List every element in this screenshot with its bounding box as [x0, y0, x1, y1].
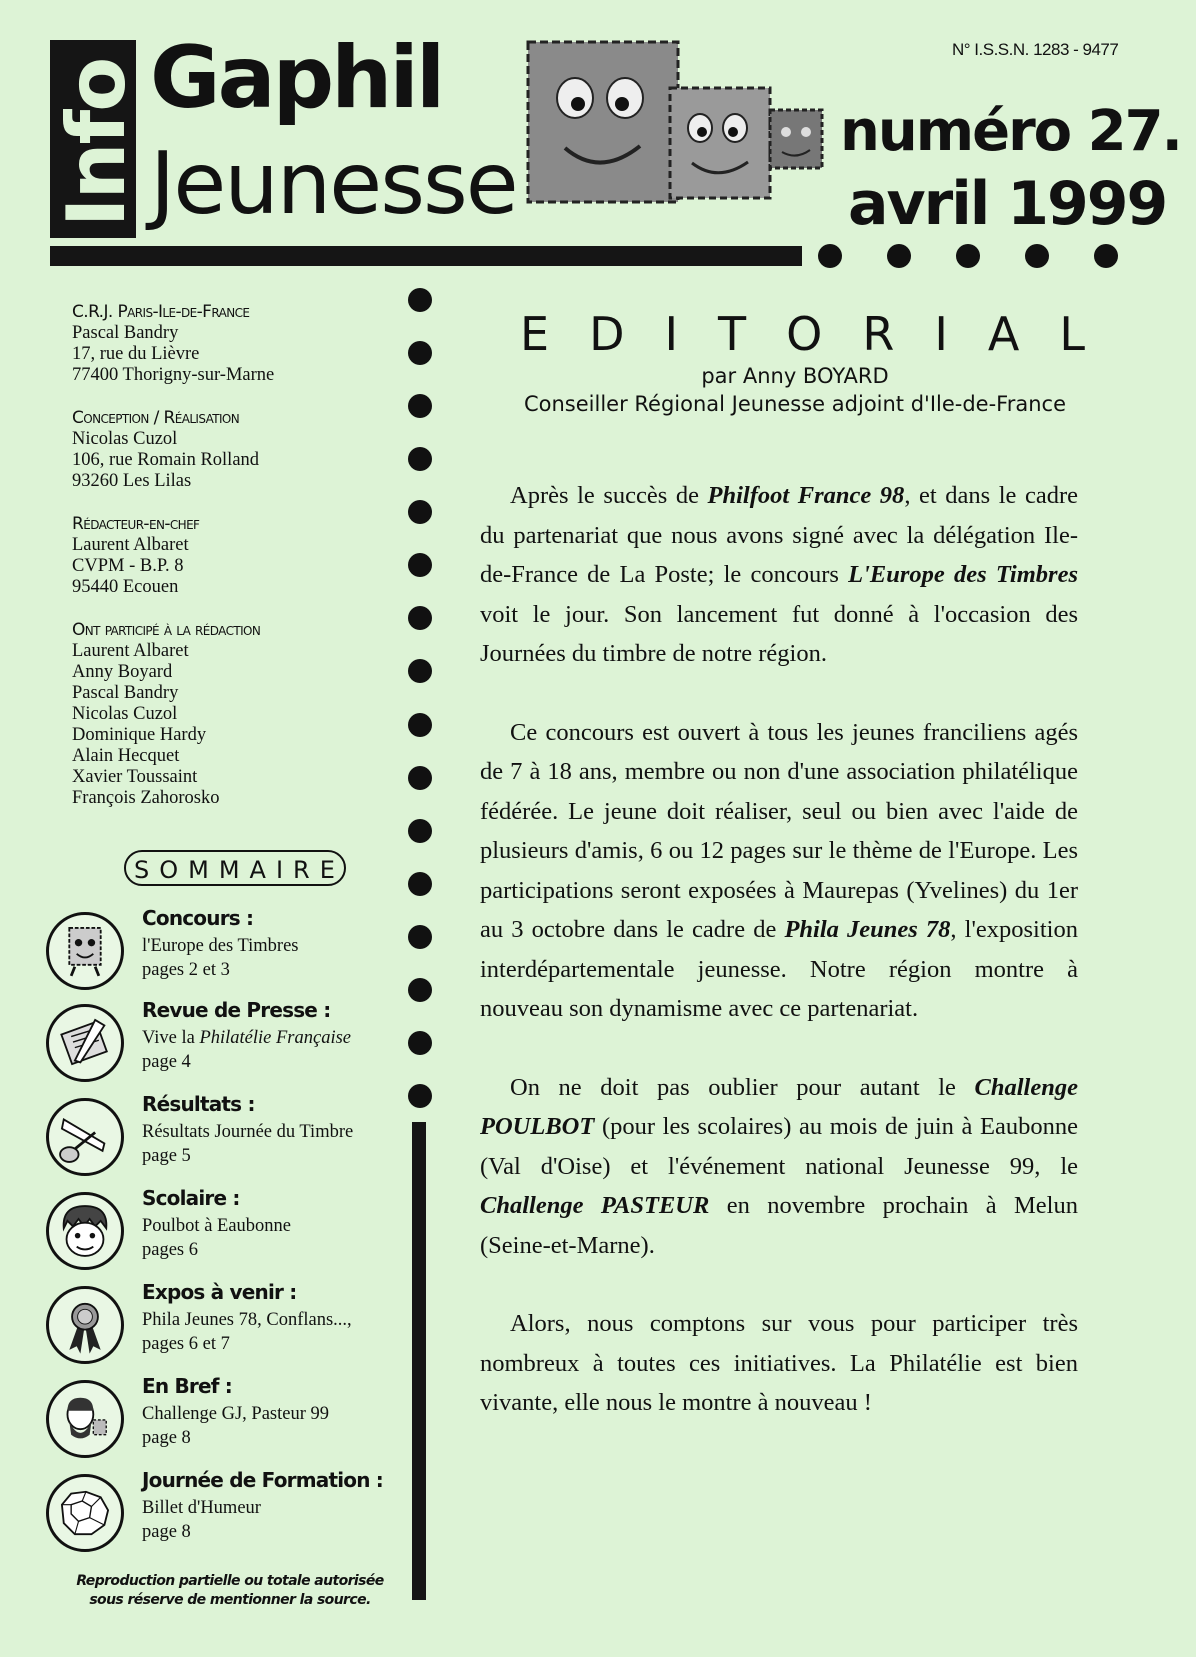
decorative-dot [408, 606, 432, 630]
credit-line: Laurent Albaret [72, 535, 189, 555]
toc-pages: pages 6 [142, 1240, 198, 1260]
toc-item-concours [46, 908, 406, 994]
credit-heading: Ont participé à la rédaction [72, 620, 261, 640]
toc-title: Journée de Formation : [142, 1468, 384, 1492]
toc-pages: page 8 [142, 1428, 191, 1448]
decorative-dot [408, 819, 432, 843]
toc-title: Expos à venir : [142, 1280, 297, 1304]
emphasis: Phila Jeunes 78 [784, 916, 951, 943]
credit-line: 17, rue du Lièvre [72, 344, 200, 364]
toc-description: Résultats Journée du Timbre [142, 1122, 354, 1142]
credit-conception [72, 408, 412, 492]
issn-number: N° I.S.S.N. 1283 - 9477 [952, 40, 1119, 59]
credit-heading: Conception / Réalisation [72, 408, 240, 428]
emphasis: Challenge PASTEUR [480, 1192, 710, 1219]
column-divider-dots [408, 288, 432, 1108]
stamp-character-icon [46, 912, 124, 990]
editorial-paragraph: Alors, nous comptons sur vous pour participer très nombreux à toutes ces initiatives. La Philatélie est bien vivante, elle nous le montre à nouveau ! [480, 1310, 1078, 1416]
contributor-name: Pascal Bandry [72, 683, 179, 703]
decorative-dot [1025, 244, 1049, 268]
decorative-dot [408, 872, 432, 896]
toc-item-expos [46, 1282, 406, 1368]
credit-line: 93260 Les Lilas [72, 471, 192, 491]
toc-pages: page 8 [142, 1522, 191, 1542]
toc-pages: pages 6 et 7 [142, 1334, 230, 1354]
sommaire-heading: SOMMAIRE [124, 850, 346, 886]
toc-title: En Bref : [142, 1374, 232, 1398]
info-badge [50, 40, 143, 238]
emphasis: Challenge POULBOT [480, 1073, 1078, 1140]
editorial-paragraph: On ne doit pas oublier pour autant le Challenge POULBOT (pour les scolaires) au mois de juin à Eaubonne (Val d'Oise) et l'événement national Jeunesse 99, le Challenge PASTEUR en novembre prochain à Melun (Seine-et-Marne). [480, 1073, 1078, 1259]
decorative-dot [408, 447, 432, 471]
toc-title: Résultats : [142, 1092, 255, 1116]
stamp-mascots-illustration [520, 28, 830, 228]
toc-item-journee-de-formation [46, 1470, 406, 1556]
header-rule [50, 246, 802, 266]
contributor-name: Xavier Toussaint [72, 767, 198, 787]
credit-crj [72, 302, 412, 386]
credit-heading: C.R.J. Paris-Ile-de-France [72, 302, 250, 322]
medium-stamp-mascot-icon [670, 88, 770, 198]
decorative-dot [956, 244, 980, 268]
decorative-dot [408, 978, 432, 1002]
credit-line: Nicolas Cuzol [72, 429, 178, 449]
toc-description: Phila Jeunes 78, Conflans..., [142, 1310, 352, 1330]
info-badge-text: Info [50, 58, 143, 228]
reproduction-notice [60, 1572, 400, 1610]
child-face-icon [46, 1192, 124, 1270]
credits-column [72, 302, 412, 831]
decorative-dot [408, 1031, 432, 1055]
logo-title-gaphil: Gaphil [150, 28, 443, 128]
toc-pages: pages 2 et 3 [142, 960, 230, 980]
credit-line: 106, rue Romain Rolland [72, 450, 260, 470]
toc-description: Vive la Philatélie Française [142, 1028, 352, 1048]
toc-title: Concours : [142, 906, 254, 930]
decorative-dot [408, 341, 432, 365]
editorial-title: EDITORIAL [520, 307, 1125, 361]
issue-number: numéro 27. [840, 99, 1181, 164]
decorative-dot [408, 925, 432, 949]
reproduction-notice-line: sous réserve de mentionner la source. [89, 1592, 371, 1608]
credit-heading: Rédacteur-en-chef [72, 514, 200, 534]
emphasis: Philfoot France 98 [707, 482, 905, 509]
decorative-dot [887, 244, 911, 268]
editorial-author-role: Conseiller Régional Jeunesse adjoint d'Ile-de-France [523, 392, 1067, 416]
decorative-dot [408, 553, 432, 577]
decorative-dot [408, 766, 432, 790]
issue-date: avril 1999 [848, 169, 1167, 239]
reproduction-notice-line: Reproduction partielle ou totale autorisée [76, 1573, 384, 1589]
toc-item-en-bref [46, 1376, 406, 1462]
editorial-paragraph: Après le succès de Philfoot France 98, et dans le cadre du partenariat que nous avons signé avec la délégation Ile-de-France de La Poste; le concours L'Europe des Timbres voit le jour. Son lancement fut donné à l'occasion des Journées du timbre de notre région. [480, 482, 1078, 667]
decorative-dot [408, 713, 432, 737]
toc-pages: page 4 [142, 1052, 191, 1072]
credit-line: 95440 Ecouen [72, 577, 179, 597]
region-map-icon [46, 1474, 124, 1552]
contributor-name: François Zahorosko [72, 788, 220, 808]
decorative-dot [408, 394, 432, 418]
toc-description: l'Europe des Timbres [142, 936, 299, 956]
credit-line: Pascal Bandry [72, 323, 179, 343]
pasteur-portrait-icon [46, 1380, 124, 1458]
toc-description: Challenge GJ, Pasteur 99 [142, 1404, 330, 1424]
newspaper-icon [46, 1004, 124, 1082]
toc-item-resultats [46, 1094, 406, 1180]
decorative-dot [818, 244, 842, 268]
header-dots [818, 244, 1118, 270]
logo-title-jeunesse: Jeunesse [150, 134, 517, 234]
credit-redacteur [72, 514, 412, 598]
contributor-name: Nicolas Cuzol [72, 704, 178, 724]
credit-contributors [72, 620, 412, 809]
decorative-dot [408, 288, 432, 312]
credit-line: CVPM - B.P. 8 [72, 556, 184, 576]
toc-item-scolaire [46, 1188, 406, 1274]
editorial-author: par Anny BOYARD [701, 364, 889, 388]
decorative-dot [408, 500, 432, 524]
contributor-name: Dominique Hardy [72, 725, 207, 745]
credit-line: 77400 Thorigny-sur-Marne [72, 365, 275, 385]
contributor-name: Alain Hecquet [72, 746, 180, 766]
editorial-body [480, 476, 1078, 1462]
medal-ribbon-icon [46, 1286, 124, 1364]
decorative-dot [408, 1084, 432, 1108]
decorative-dot [1094, 244, 1118, 268]
toc-description: Poulbot à Eaubonne [142, 1216, 292, 1236]
big-stamp-mascot-icon [528, 42, 678, 202]
editorial-paragraph: Ce concours est ouvert à tous les jeunes franciliens agés de 7 à 18 ans, membre ou non d'une association philatélique fédérée. Le jeune doit réaliser, seul ou bien avec l'aide de plusieurs d'amis, 6 ou 12 pages sur le thème de l'Europe. Les participations seront exposées à Maurepas (Yvelines) du 1er au 3 octobre dans le cadre de Phila Jeunes 78, l'exposition interdépartementale jeunesse. Notre région montre à nouveau son dynamisme avec ce partenariat. [480, 718, 1078, 1022]
contributor-name: Anny Boyard [72, 662, 173, 682]
toc-title: Scolaire : [142, 1186, 240, 1210]
contributor-name: Laurent Albaret [72, 641, 189, 661]
toc-item-revue-de-presse [46, 1000, 406, 1086]
column-divider-bar [412, 1122, 426, 1600]
decorative-dot [408, 659, 432, 683]
small-stamp-mascot-icon [770, 110, 822, 168]
emphasis: L'Europe des Timbres [848, 561, 1078, 588]
toc-title: Revue de Presse : [142, 998, 331, 1022]
toc-description: Billet d'Humeur [142, 1498, 261, 1518]
trumpet-icon [46, 1098, 124, 1176]
toc-pages: page 5 [142, 1146, 191, 1166]
